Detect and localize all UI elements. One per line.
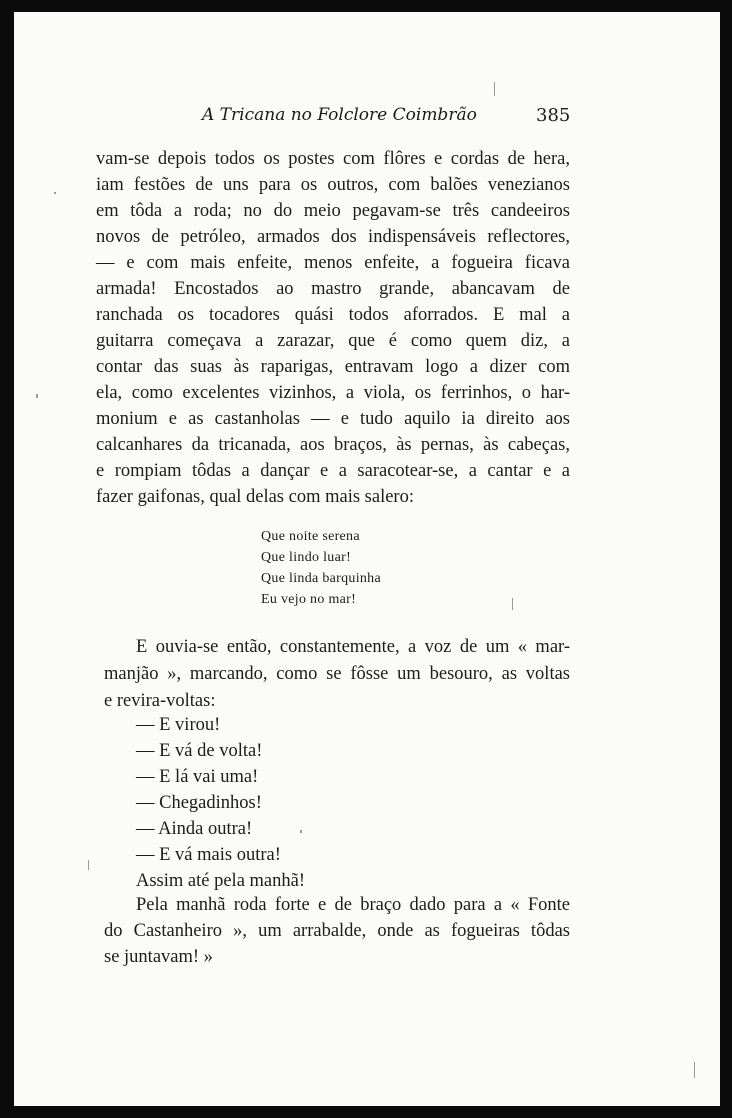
paragraph-marmanjao	[104, 634, 570, 715]
text-line: — e com mais enfeite, menos enfeite, a fogueira ficava	[96, 253, 570, 273]
text-line: e rompiam tôdas a dançar e a saracotear-se, a cantar e a	[96, 461, 570, 481]
dialogue-line: Assim até pela manhã!	[136, 871, 306, 891]
dialogue-calls	[136, 712, 305, 894]
text-line: em tôda a roda; no do meio pegavam-se três candeeiros	[96, 201, 570, 221]
scan-speck	[54, 192, 56, 194]
running-title: A Tricana no Folclore Coimbrão	[202, 105, 477, 125]
dialogue-line: — E virou!	[136, 715, 221, 735]
text-line: e revira-voltas:	[104, 691, 216, 711]
song-verse	[261, 526, 381, 610]
text-line: Pela manhã roda forte e de braço dado para a « Fonte	[136, 895, 570, 915]
text-line: iam festões de uns para os outros, com balões venezianos	[96, 175, 570, 195]
text-line: vam-se depois todos os postes com flôres e cordas de hera,	[96, 149, 570, 169]
text-line: ranchada os tocadores quási todos aforrados. E mal a	[96, 305, 570, 325]
text-line: manjão », marcando, como se fôsse um besouro, as voltas	[104, 664, 570, 684]
verse-line: Que noite serena	[261, 529, 360, 544]
text-line: novos de petróleo, armados dos indispensáveis reflectores,	[96, 227, 570, 247]
verse-line: Eu vejo no mar!	[261, 592, 357, 607]
book-page	[14, 12, 720, 1106]
text-line: contar das suas às raparigas, entravam logo a dizer com	[96, 357, 570, 377]
text-line: do Castanheiro », um arrabalde, onde as fogueiras tôdas	[104, 921, 570, 941]
text-line: guitarra começava a zarazar, que é como quem diz, a	[96, 331, 570, 351]
page-number: 385	[536, 105, 571, 126]
text-line: ela, como excelentes vizinhos, a viola, os ferrinhos, o har-	[96, 383, 570, 403]
dialogue-line: — E vá mais outra!	[136, 845, 281, 865]
scan-speck	[494, 82, 495, 96]
page-header	[14, 105, 720, 137]
verse-line: Que linda barquinha	[261, 571, 381, 586]
dialogue-line: — E lá vai uma!	[136, 767, 259, 787]
scan-speck	[88, 860, 89, 870]
scan-speck	[36, 394, 38, 398]
scan-speck	[512, 598, 513, 610]
dialogue-line: — Ainda outra!	[136, 819, 253, 839]
dialogue-line: — E vá de volta!	[136, 741, 263, 761]
text-line: armada! Encostados ao mastro grande, abancavam de	[96, 279, 570, 299]
text-line: fazer gaifonas, qual delas com mais salero:	[96, 487, 414, 507]
verse-line: Que lindo luar!	[261, 550, 352, 565]
text-line: calcanhares da tricanada, aos braços, às pernas, às cabeças,	[96, 435, 570, 455]
scan-speck	[300, 830, 302, 833]
text-line: monium e as castanholas — e tudo aquilo ia direito aos	[96, 409, 570, 429]
paragraph-festival-description	[96, 146, 570, 510]
scan-speck	[694, 1062, 695, 1078]
text-line: E ouvia-se então, constantemente, a voz de um « mar-	[136, 637, 570, 657]
dialogue-line: — Chegadinhos!	[136, 793, 262, 813]
text-line: se juntavam! »	[104, 947, 213, 967]
paragraph-fonte-castanheiro	[104, 892, 570, 970]
